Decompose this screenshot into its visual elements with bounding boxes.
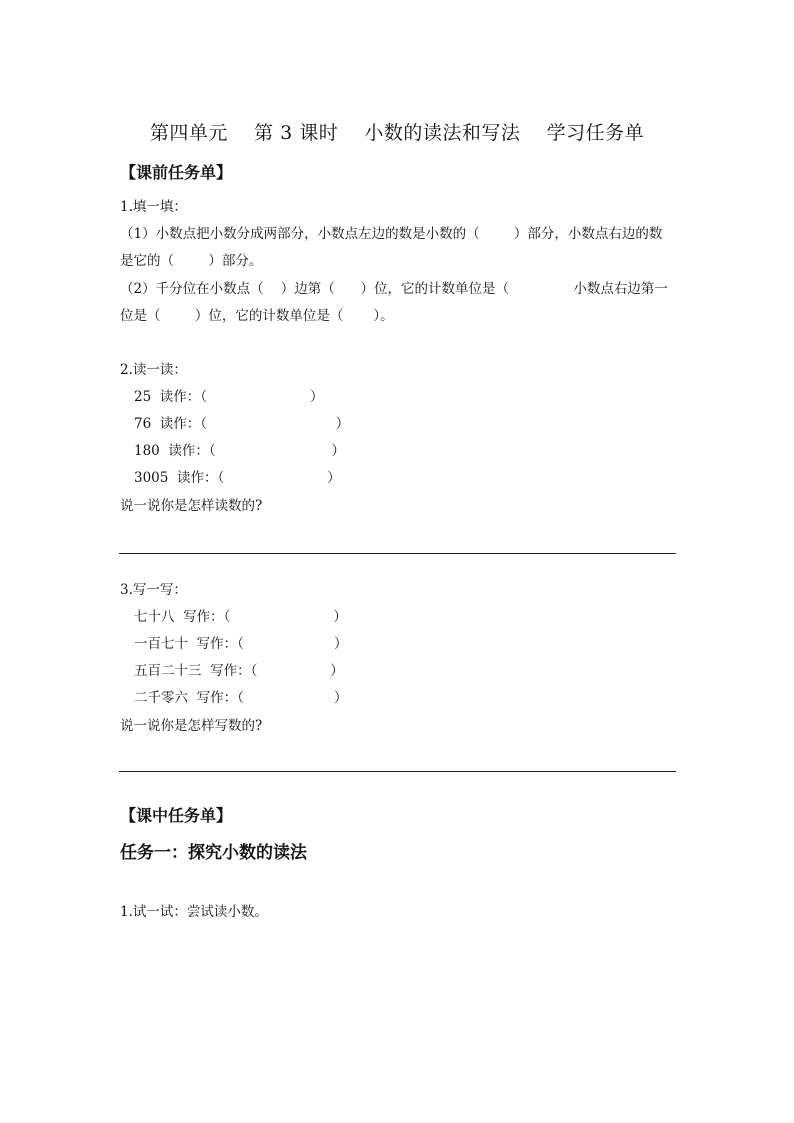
q2-label: 2.读一读： — [120, 362, 187, 378]
write-item: 一百七十 写作：（ ） — [134, 636, 348, 652]
page-title: 第四单元 第 3 课时 小数的读法和写法 学习任务单 — [149, 122, 645, 144]
q3-label: 3.写一写： — [120, 582, 187, 598]
read-item: 25 读作：（ ） — [134, 389, 324, 405]
q2-prompt: 说一说你是怎样读数的? — [120, 498, 263, 514]
q1-line: （1）小数点把小数分成两部分，小数点左边的数是小数的（ ）部分，小数点右边的数 — [120, 226, 663, 242]
write-item: 七十八 写作：（ ） — [134, 609, 347, 625]
read-item: 180 读作：（ ） — [134, 443, 345, 459]
in-class-heading: 【课中任务单】 — [120, 806, 233, 825]
q1-label: 1.填一填： — [120, 199, 187, 215]
answer-line — [119, 771, 676, 772]
q1-line: 位是（ ）位，它的计数单位是（ ）。 — [120, 308, 394, 324]
task1-q1: 1.试一试：尝试读小数。 — [120, 904, 268, 920]
q1-line: （2）千分位在小数点（ ）边第（ ）位，它的计数单位是（ 小数点右边第一 — [120, 281, 668, 297]
write-item: 五百二十三 写作：（ ） — [134, 663, 344, 679]
write-item: 二千零六 写作：（ ） — [134, 690, 348, 706]
q1-line: 是它的（ ）部分。 — [120, 253, 263, 269]
q3-prompt: 说一说你是怎样写数的? — [120, 718, 263, 734]
task1-title: 任务一：探究小数的读法 — [120, 843, 307, 863]
read-item: 3005 读作：（ ） — [134, 470, 341, 486]
pre-task-heading: 【课前任务单】 — [120, 163, 233, 182]
read-item: 76 读作：（ ） — [134, 416, 350, 432]
answer-line — [119, 553, 676, 554]
